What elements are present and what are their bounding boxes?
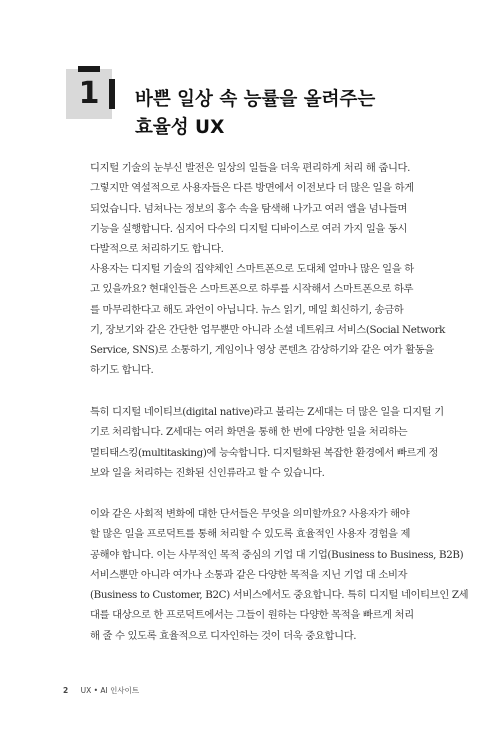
text-line: 멀티태스킹(multitasking)에 능숙합니다. 디지털화된 복잡한 환경에서 빠르게 정	[90, 446, 439, 459]
page-number: 2	[63, 686, 69, 695]
text-line: 기능을 실행합니다. 심지어 다수의 디지털 디바이스로 여러 가지 일을 동시	[90, 222, 408, 235]
text-line: 대를 대상으로 한 프로덕트에서는 그들이 원하는 다양한 목적을 빠르게 처리	[90, 609, 414, 622]
text-line: 되었습니다. 넘쳐나는 정보의 홍수 속을 탐색해 나가고 여러 앱을 넘나들며	[90, 202, 408, 215]
paragraph-1	[90, 158, 420, 259]
text-line: 기로 처리합니다. Z세대는 여러 화면을 통해 한 번에 다양한 일을 처리하는	[90, 426, 408, 439]
text-line: 해 줄 수 있도록 효율적으로 디자인하는 것이 더욱 중요합니다.	[90, 629, 357, 642]
text-line: 하기도 합니다.	[90, 364, 154, 377]
text-line: 기, 장보기와 같은 간단한 업무뿐만 아니라 소셜 네트워크 서비스(Social Network	[90, 323, 446, 336]
text-line: 고 있을까요? 현대인들은 스마트폰으로 하루를 시작해서 스마트폰으로 하루	[90, 283, 414, 296]
text-line: 디지털 기술의 눈부신 발전은 일상의 일들을 더욱 편리하게 처리 해 줍니다.	[90, 162, 411, 174]
text-line: 사용자는 디지털 기술의 집약체인 스마트폰으로 도대체 얼마나 많은 일을 하	[90, 263, 414, 275]
text-line: 할 많은 일을 프로덕트를 통해 처리할 수 있도록 효율적인 사용자 경험을 제	[90, 528, 411, 541]
text-line: 이와 같은 사회적 변화에 대한 단서들은 무엇을 의미할까요? 사용자가 해야	[90, 508, 410, 520]
paragraph-4	[90, 504, 469, 646]
text-line: 공해야 합니다. 이는 사무적인 목적 중심의 기업 대 기업(Business to Business, B2B)	[90, 548, 464, 561]
paragraph-3	[90, 402, 444, 483]
text-line: 를 마무리한다고 해도 과언이 아닙니다. 뉴스 읽기, 메일 회신하기, 송금하	[90, 303, 404, 316]
text-line: 특히 디지털 네이티브(digital native)라고 불리는 Z세대는 더 많은 일을 디지털 기	[90, 406, 444, 418]
page-footer	[63, 685, 139, 696]
chapter-title-line-1: 바쁜 일상 속 능률을 올려주는	[135, 89, 376, 110]
text-line: 보와 일을 처리하는 진화된 신인류라고 할 수 있습니다.	[90, 466, 325, 479]
text-line: 다발적으로 처리하기도 합니다.	[90, 243, 224, 256]
book-title: UX • AI 인사이트	[80, 686, 140, 695]
text-line: Service, SNS)로 소통하기, 게임이나 영상 콘텐츠 감상하기와 같은 여가 활동을	[90, 344, 434, 357]
chapter-number: 1	[78, 76, 100, 111]
text-line: 서비스뿐만 아니라 여가나 소통과 같은 다양한 목적을 지닌 기업 대 소비자	[90, 568, 408, 581]
chapter-number-box	[66, 69, 112, 119]
paragraph-2	[90, 259, 446, 381]
text-line: (Business to Customer, B2C) 서비스에서도 중요합니다. 특히 디지털 네이티브인 Z세	[90, 589, 469, 602]
text-line: 그렇지만 역설적으로 사용자들은 다른 방면에서 이전보다 더 많은 일을 하게	[90, 182, 414, 195]
chapter-title	[135, 86, 375, 142]
chapter-title-line-2: 효율성 UX	[135, 117, 225, 138]
